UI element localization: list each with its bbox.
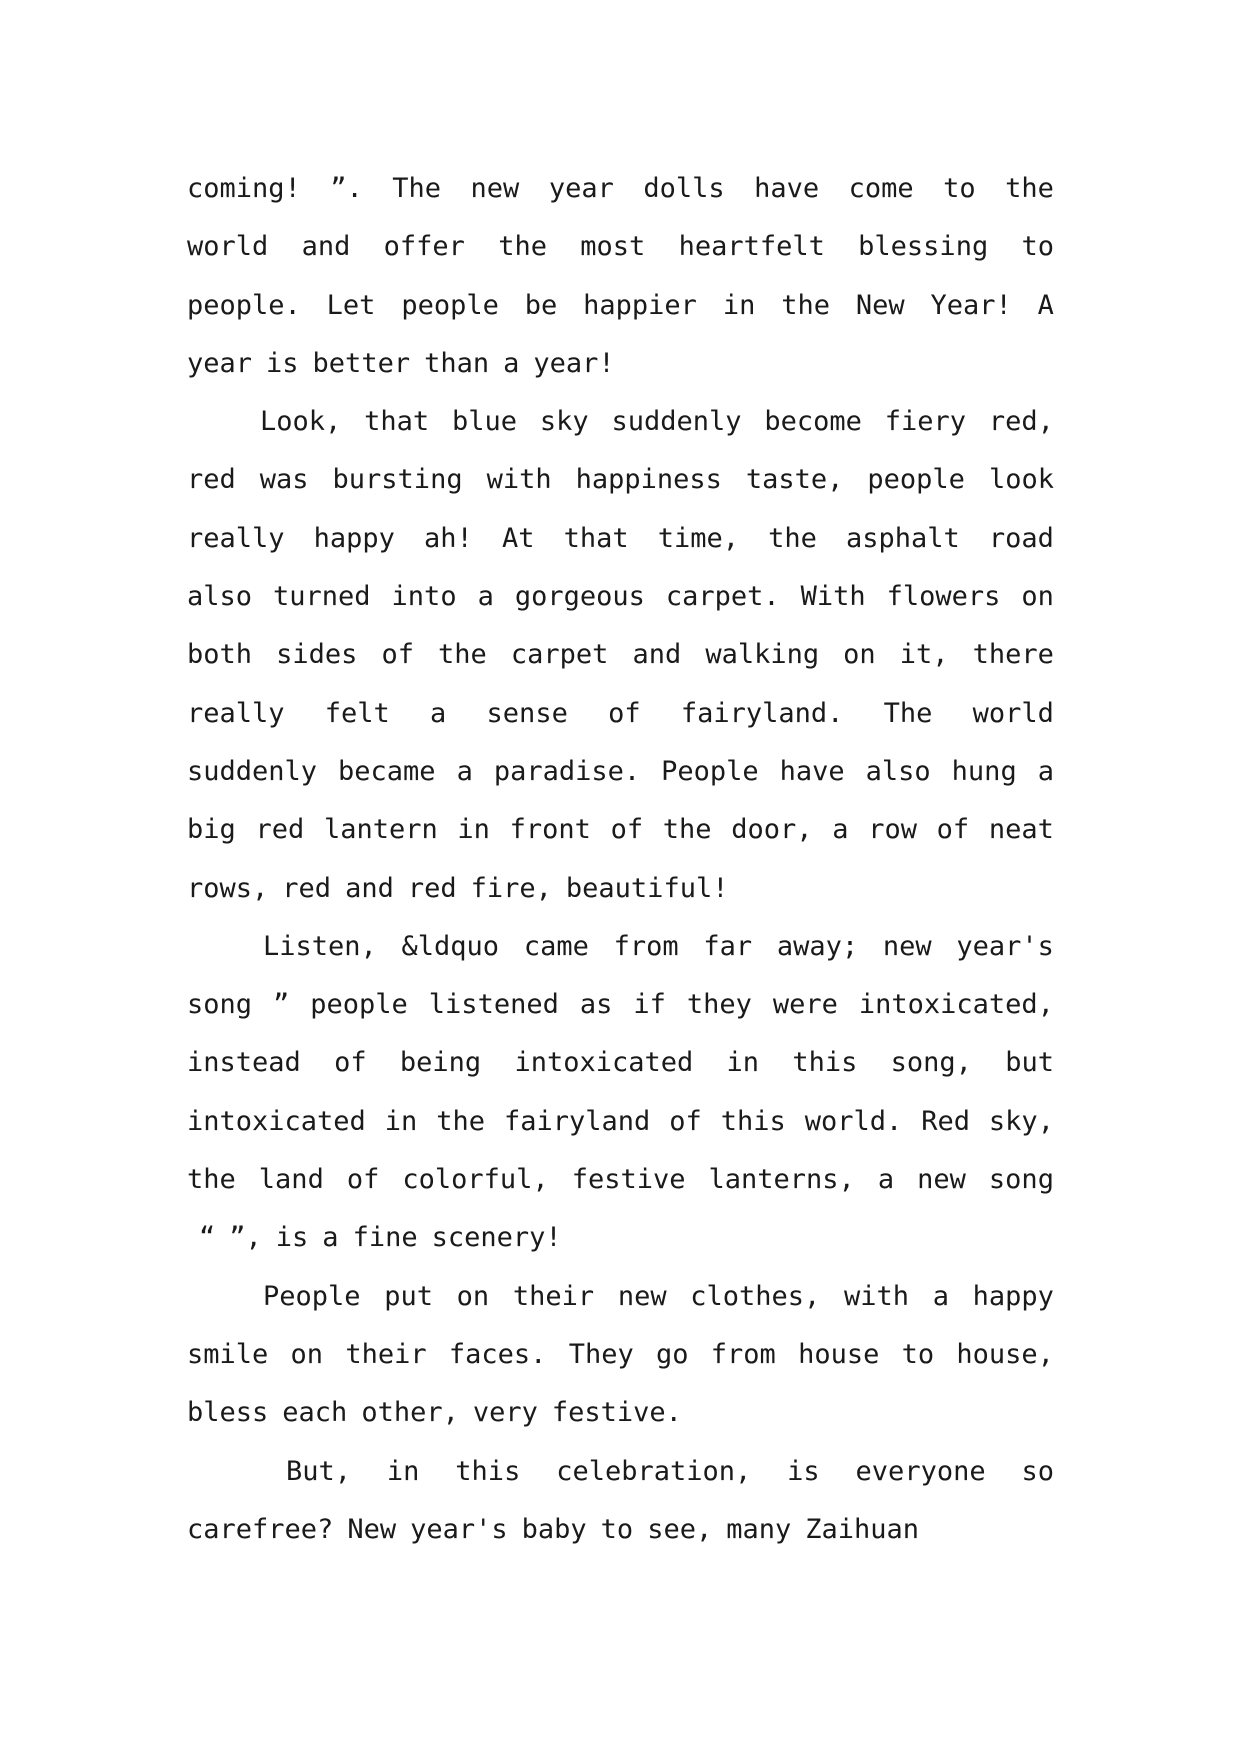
word: festive — [571, 1164, 686, 1196]
word: a — [832, 814, 849, 846]
word: there — [972, 639, 1054, 671]
word: blessing — [858, 231, 989, 263]
word: year's — [956, 930, 1054, 962]
text-line — [187, 1501, 1054, 1559]
word: also — [187, 581, 253, 613]
word: big — [187, 814, 236, 846]
word: sides — [276, 639, 358, 671]
body-text — [187, 160, 1054, 1559]
word: a — [503, 347, 520, 379]
word: both — [187, 639, 253, 671]
text-line — [187, 626, 1054, 684]
paragraph — [187, 1268, 1054, 1443]
word: flowers — [886, 581, 1001, 613]
word: gorgeous — [514, 581, 645, 613]
word: carpet — [510, 639, 609, 671]
word: time, — [657, 522, 739, 554]
word: front — [509, 814, 591, 846]
word: many — [726, 1513, 792, 1545]
paragraph — [187, 160, 1054, 393]
word: rows, — [187, 872, 269, 904]
word: Let — [326, 289, 376, 321]
word: the — [187, 1164, 236, 1196]
word: this — [792, 1047, 858, 1079]
word: of — [669, 1105, 702, 1137]
word: in — [457, 814, 490, 846]
word: &ldquo — [401, 930, 500, 962]
word: on — [456, 1280, 490, 1312]
word: that — [364, 406, 430, 438]
word: Zaihuan — [805, 1513, 920, 1545]
word: beautiful! — [565, 872, 729, 904]
word: ah! — [424, 522, 473, 554]
word: Year! — [930, 289, 1012, 321]
word: became — [338, 755, 436, 787]
word: a — [932, 1280, 949, 1312]
word: carefree? — [187, 1513, 334, 1545]
word: New — [347, 1513, 397, 1545]
word: year — [548, 173, 614, 204]
text-line — [187, 976, 1054, 1034]
text-line — [187, 1209, 1054, 1267]
word: in — [722, 289, 756, 321]
word: of — [381, 639, 414, 671]
word: song — [187, 989, 253, 1021]
text-line — [187, 685, 1054, 743]
word: song — [988, 1164, 1054, 1196]
word: a — [877, 1164, 895, 1196]
word: the — [438, 639, 487, 671]
text-line — [187, 1326, 1054, 1384]
word: on — [1021, 581, 1054, 613]
word: song, — [890, 1047, 972, 1079]
text-line — [187, 1443, 1054, 1501]
word: see, — [647, 1513, 713, 1545]
word: Red — [921, 1105, 970, 1137]
word: a — [1037, 755, 1054, 787]
word: look — [988, 464, 1054, 496]
word: it, — [899, 639, 949, 671]
word: was — [259, 464, 309, 496]
word: lantern — [323, 814, 438, 846]
word: fiery — [884, 406, 967, 438]
word: baby — [521, 1513, 587, 1545]
word: a — [430, 697, 447, 729]
word: to — [901, 1338, 935, 1370]
word: But, — [286, 1455, 352, 1487]
paragraph — [187, 393, 1054, 918]
word: door, — [731, 814, 813, 846]
word: the — [498, 231, 547, 263]
word: intoxicated, — [858, 989, 1054, 1021]
word: of — [334, 1047, 367, 1079]
word: and — [632, 639, 682, 671]
word: dolls — [643, 173, 725, 204]
word: intoxicated — [187, 1105, 366, 1137]
word: year's — [410, 1513, 508, 1545]
word: neat — [988, 814, 1054, 846]
word: listened — [428, 989, 559, 1021]
word: festive. — [551, 1397, 682, 1429]
word: They — [568, 1338, 634, 1370]
word: have — [779, 755, 845, 787]
word: their — [345, 1338, 427, 1370]
word: on — [843, 639, 876, 671]
word: to — [943, 173, 976, 204]
word: away; — [776, 930, 859, 962]
word: ”. — [330, 173, 363, 204]
word: of — [610, 814, 644, 846]
word: came — [523, 930, 589, 962]
word: At — [501, 522, 535, 554]
word: than — [424, 347, 490, 379]
word: they — [686, 989, 752, 1021]
word: the — [768, 522, 817, 554]
word: of — [608, 697, 641, 729]
text-line — [187, 1034, 1054, 1092]
text-line — [187, 1151, 1054, 1209]
word: red — [407, 872, 457, 904]
word: sky — [539, 406, 589, 438]
word: house, — [956, 1338, 1054, 1370]
word: new — [882, 930, 932, 962]
word: is — [266, 347, 299, 379]
text-line — [187, 918, 1054, 976]
word: everyone — [855, 1455, 986, 1487]
word: Listen, — [263, 930, 377, 962]
word: is — [275, 1222, 309, 1254]
word: smile — [187, 1338, 269, 1370]
word: Look, — [260, 406, 342, 438]
word: The — [392, 173, 442, 204]
word: most — [580, 231, 646, 263]
word: become — [764, 406, 862, 438]
word: with — [843, 1280, 910, 1312]
text-line — [187, 568, 1054, 626]
word: were — [772, 989, 838, 1021]
word: People — [661, 755, 759, 787]
paragraph — [187, 1443, 1054, 1560]
word: people — [310, 989, 408, 1021]
word: new — [470, 173, 520, 204]
word: a — [322, 1222, 339, 1254]
word: other, — [361, 1397, 459, 1429]
paragraph — [187, 918, 1054, 1268]
word: come — [848, 173, 914, 204]
word: world — [187, 231, 269, 263]
word: ”, — [229, 1222, 262, 1254]
word: people — [401, 289, 499, 321]
word: intoxicated — [514, 1047, 694, 1079]
word: to — [600, 1513, 634, 1545]
word: red — [187, 464, 236, 496]
word: faces. — [448, 1338, 547, 1370]
word: felt — [324, 697, 390, 729]
text-line — [187, 1384, 1054, 1442]
word: fairyland — [503, 1105, 651, 1137]
word: on — [290, 1338, 324, 1370]
text-line — [187, 160, 1054, 218]
word: year — [187, 347, 253, 379]
word: world. — [804, 1105, 903, 1137]
word: sky, — [988, 1105, 1054, 1137]
word: heartfelt — [678, 231, 825, 263]
word: into — [391, 581, 457, 613]
word: offer — [383, 231, 465, 263]
word: happy — [972, 1280, 1054, 1312]
word: the — [1005, 173, 1054, 204]
word: so — [1021, 1455, 1054, 1487]
word: new — [917, 1164, 966, 1196]
word: the — [436, 1105, 486, 1137]
word: that — [563, 522, 629, 554]
word: in — [726, 1047, 760, 1079]
text-line — [187, 1093, 1054, 1151]
word: far — [703, 930, 753, 962]
word: red — [255, 814, 305, 846]
word: of — [346, 1164, 380, 1196]
word: as — [579, 989, 613, 1021]
word: the — [662, 814, 712, 846]
word: People — [263, 1280, 361, 1312]
word: a — [456, 755, 473, 787]
word: put — [384, 1280, 433, 1312]
word: the — [781, 289, 830, 321]
word: and — [345, 872, 394, 904]
word: A — [1037, 289, 1054, 321]
text-line — [187, 451, 1054, 509]
word: “ — [199, 1222, 216, 1254]
word: suddenly — [611, 406, 742, 438]
word: New — [855, 289, 905, 321]
word: fire, — [470, 872, 552, 904]
word: fairyland. — [680, 697, 844, 729]
word: if — [633, 989, 666, 1021]
text-line — [187, 801, 1054, 859]
word: people — [867, 464, 965, 496]
word: be — [524, 289, 558, 321]
word: people. — [187, 289, 301, 321]
text-line — [187, 218, 1054, 276]
word: bursting — [332, 464, 463, 496]
word: colorful, — [402, 1164, 549, 1196]
word: asphalt — [845, 522, 960, 554]
word: being — [399, 1047, 482, 1079]
word: really — [187, 522, 285, 554]
word: year! — [533, 347, 615, 379]
word: celebration, — [556, 1455, 752, 1487]
word: very — [472, 1397, 538, 1429]
word: house — [798, 1338, 880, 1370]
word: fine — [352, 1222, 418, 1254]
word: clothes, — [690, 1280, 821, 1312]
text-line — [187, 335, 1054, 393]
text-line — [187, 1268, 1054, 1326]
word: land — [258, 1164, 324, 1196]
word: is — [787, 1455, 820, 1487]
text-line — [187, 510, 1054, 568]
word: new — [617, 1280, 667, 1312]
word: this — [720, 1105, 786, 1137]
word: bless — [187, 1397, 269, 1429]
word: of — [936, 814, 970, 846]
word: with — [486, 464, 552, 496]
word: taste, — [745, 464, 844, 496]
word: ” — [273, 989, 290, 1021]
word: from — [710, 1338, 776, 1370]
word: hung — [951, 755, 1017, 787]
word: happiness — [575, 464, 722, 496]
word: a — [477, 581, 494, 613]
word: walking — [705, 639, 820, 671]
text-line — [187, 277, 1054, 335]
word: in — [384, 1105, 418, 1137]
word: paradise. — [493, 755, 641, 787]
word: to — [1021, 231, 1054, 263]
word: their — [512, 1280, 595, 1312]
text-line — [187, 860, 1054, 918]
word: really — [187, 697, 285, 729]
word: lanterns, — [708, 1164, 855, 1196]
word: With — [800, 581, 866, 613]
word: red, — [988, 406, 1054, 438]
word: and — [301, 231, 351, 263]
word: road — [988, 522, 1054, 554]
word: have — [754, 173, 820, 204]
word: better — [312, 347, 411, 379]
word: world — [972, 697, 1054, 729]
word: sense — [486, 697, 568, 729]
word: happier — [583, 289, 697, 321]
word: scenery! — [431, 1222, 562, 1254]
word: each — [282, 1397, 348, 1429]
word: coming! — [187, 173, 301, 204]
word: this — [455, 1455, 521, 1487]
word: turned — [273, 581, 371, 613]
word: row — [868, 814, 917, 846]
word: The — [883, 697, 933, 729]
word: but — [1005, 1047, 1054, 1079]
word: red — [282, 872, 332, 904]
word: from — [613, 930, 679, 962]
word: happy — [313, 522, 395, 554]
word: instead — [187, 1047, 301, 1079]
text-line — [187, 393, 1054, 451]
word: in — [386, 1455, 420, 1487]
word: carpet. — [665, 581, 780, 613]
text-line — [187, 743, 1054, 801]
word: blue — [452, 406, 518, 438]
word: suddenly — [187, 755, 318, 787]
word: go — [655, 1338, 689, 1370]
word: also — [865, 755, 931, 787]
